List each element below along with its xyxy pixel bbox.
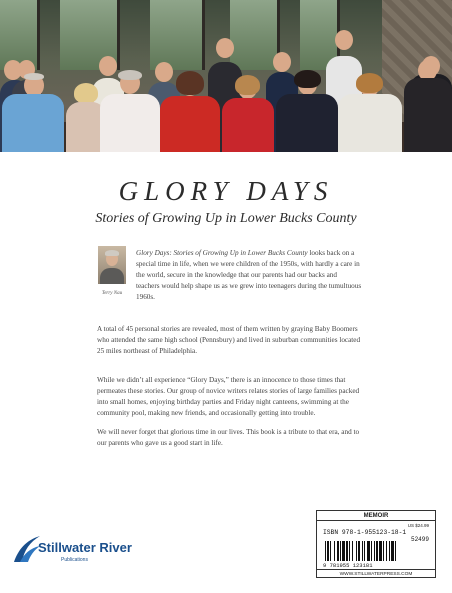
blurb-paragraph-3: While we didn’t all experience “Glory Days,” there is an innocence to those times that permeates these stories. Our group of novice writers relates stories of large families packed into small homes, enjoying birthday parties and Friday night canteens, swimming at the community pool, making new friends, and occasionally getting into trouble. [97,376,360,417]
barcode-isbn: ISBN 978-1-955123-18-1 [323,529,407,536]
publisher-logo [12,532,142,568]
book-subtitle: Stories of Growing Up in Lower Bucks County [95,211,357,226]
blurb-paragraph-1 [136,248,362,303]
cover-group-photo [0,0,452,152]
blurb-title-ref: Glory Days: Stories of Growing Up in Lower Bucks County [136,249,308,257]
barcode-number: 9 781955 123181 [323,562,373,569]
publisher-url: WWW.STILLWATERPRESS.COM [317,569,435,578]
publisher-name: Stillwater River [38,540,132,555]
author-photo [98,246,126,284]
author-caption: Terry Nau [101,291,123,296]
barcode-price: US $24.99 [407,523,429,528]
barcode-addon: 52499 [410,536,429,543]
publisher-sub: Publications [61,557,88,563]
blurb-paragraph-4: We will never forget that glorious time in our lives. This book is a tribute to that era, and to our parents who gave us a good start in life. [97,428,360,447]
book-title: GLORY DAYS [118,176,334,206]
barcode-category: MEMOIR [317,511,435,521]
barcode-icon [325,541,429,562]
barcode-box [316,510,436,578]
blurb-paragraph-1-text: looks back on a special time in life, when we were children of the 1950s, with hardly a care in the world, secure in the knowledge that our parents had our backs and teachers would help shape us as we grew into teenagers during the tumultuous 1960s. [136,249,362,301]
blurb-paragraph-2: A total of 45 personal stories are revealed, most of them written by graying Baby Boomers who attended the same high school (Pennsbury) and lived in suburban communities located 25 miles northeast of Philadelphia. [97,325,361,355]
